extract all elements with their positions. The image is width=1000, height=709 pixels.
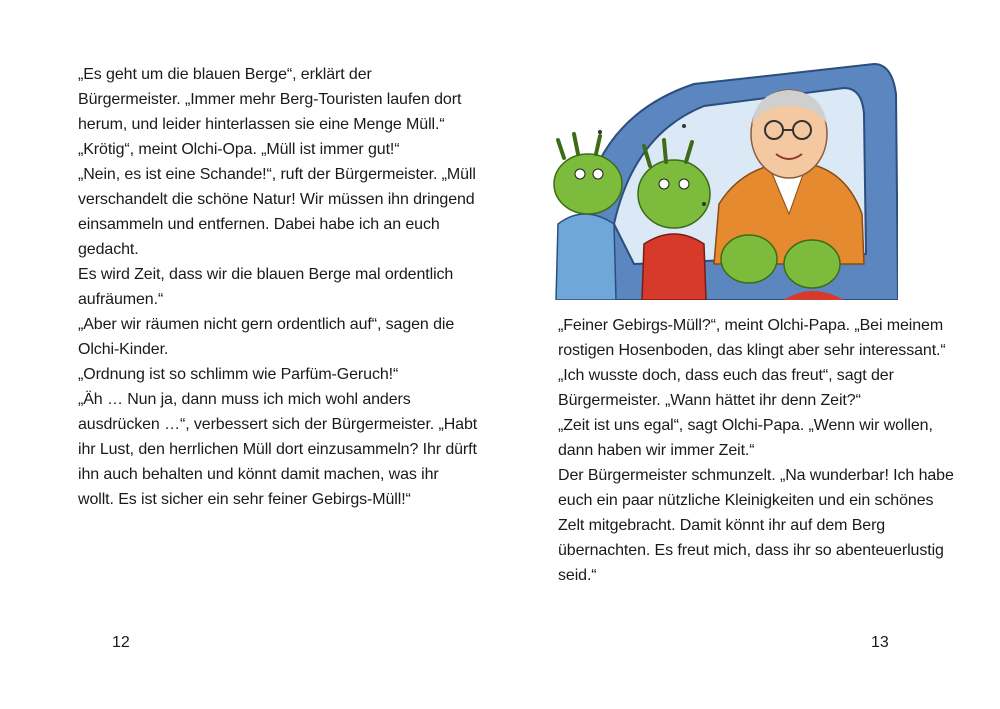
paragraph: „Nein, es ist eine Schande!“, ruft der Bürgermeister. „Müll verschandelt die schöne Natur! Wir müssen ihn dringend einsammeln und entfernen. Dabei habe ich an euch gedacht. [78, 166, 476, 258]
olchis-and-mayor-car-illustration [544, 54, 898, 300]
paragraph: „Ordnung ist so schlimm wie Parfüm-Geruch!“ [78, 366, 399, 383]
page-number-right: 13 [871, 634, 889, 651]
paragraph: „Krötig“, meint Olchi-Opa. „Müll ist immer gut!“ [78, 141, 400, 158]
paragraph: Der Bürgermeister schmunzelt. „Na wunderbar! Ich habe euch ein paar nützliche Kleinigkeiten und ein schönes Zelt mitgebracht. Damit könnt ihr auf dem Berg übernachten. Es freut mich, dass ihr so abenteuerlustig seid.“ [558, 467, 954, 584]
paragraph: „Ich wusste doch, dass euch das freut“, sagt der Bürgermeister. „Wann hättet ihr denn Zeit?“ [558, 367, 894, 409]
paragraph: „Es geht um die blauen Berge“, erklärt der Bürgermeister. „Immer mehr Berg-Touristen laufen dort herum, und leider hinterlassen sie eine Menge Müll.“ [78, 66, 462, 133]
paragraph: „Zeit ist uns egal“, sagt Olchi-Papa. „Wenn wir wollen, dann haben wir immer Zeit.“ [558, 417, 933, 459]
right-page-text [558, 313, 958, 588]
paragraph: „Aber wir räumen nicht gern ordentlich auf“, sagen die Olchi-Kinder. [78, 316, 455, 358]
paragraph: „Feiner Gebirgs-Müll?“, meint Olchi-Papa. „Bei meinem rostigen Hosenboden, das klingt aber sehr interessant.“ [558, 317, 946, 359]
paragraph: „Äh … Nun ja, dann muss ich mich wohl anders ausdrücken …“, verbessert sich der Bürgermeister. „Habt ihr Lust, den herrlichen Müll dort einzusammeln? Ihr dürft ihn auch behalten und könnt damit machen, was ihr wollt. Es ist sicher ein sehr feiner Gebirgs-Müll!“ [78, 391, 478, 508]
right-page [500, 0, 1000, 709]
illustration-icon [544, 54, 898, 300]
paragraph: Es wird Zeit, dass wir die blauen Berge mal ordentlich aufräumen.“ [78, 266, 454, 308]
page-number-left: 12 [112, 634, 130, 651]
left-page-text [78, 62, 478, 512]
